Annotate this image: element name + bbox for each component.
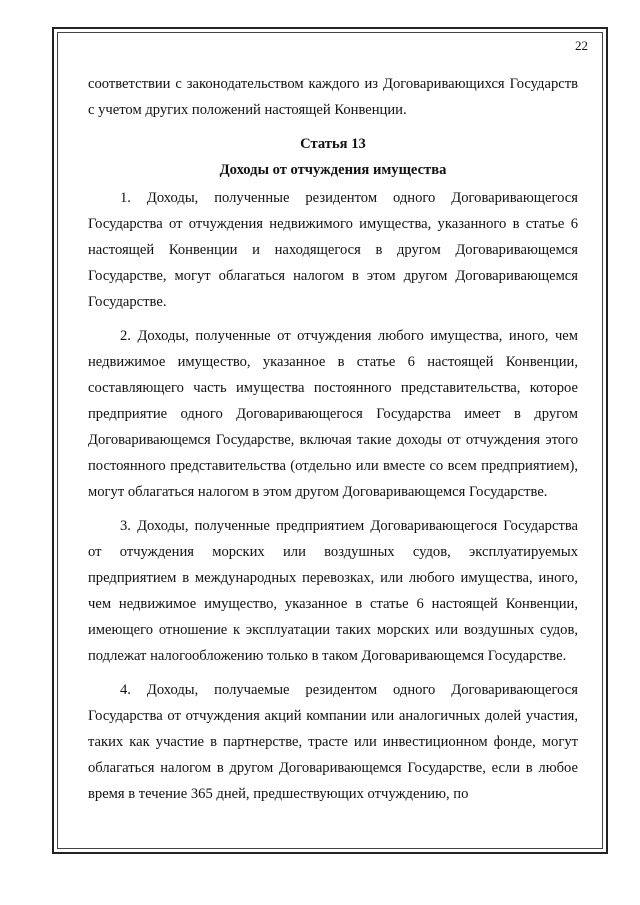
article-subtitle: Доходы от отчуждения имущества (219, 162, 447, 178)
paragraph-3: 3. Доходы, полученные предприятием Договаривающегося Государства от отчуждения морских или воздушных судов, эксплуатируемых предприятием в международных перевозках, или любого имущества, иного, чем недвижимое имущество, указанное в статье 6 настоящей Конвенции, имеющего отношение к эксплуатации таких морских или воздушных судов, подлежат налогообложению только в таком Договаривающемся Государстве. (88, 518, 578, 664)
page-number: 22 (575, 38, 588, 53)
paragraph-1: 1. Доходы, полученные резидентом одного Договаривающегося Государства от отчуждения недвижимого имущества, указанного в статье 6 настоящей Конвенции и находящегося в другом Договаривающемся Государстве, могут облагаться налогом в этом другом Договаривающемся Государстве. (88, 190, 578, 310)
paragraph-4: 4. Доходы, получаемые резидентом одного Договаривающегося Государства от отчуждения акций компании или аналогичных долей участия, таких как участие в партнерстве, трасте или инвестиционном фонде, могут облагаться налогом в другом Договаривающемся Государстве, если в любое время в течение 365 дней, предшествующих отчуждению, по (88, 682, 578, 802)
paragraph-2: 2. Доходы, полученные от отчуждения любого имущества, иного, чем недвижимое имущество, указанное в статье 6 настоящей Конвенции, составляющего часть имущества постоянного представительства, которое предприятие одного Договаривающегося Государства имеет в другом Договаривающемся Государстве, включая такие доходы от отчуждения этого постоянного представительства (отдельно или вместе со всем предприятием), могут облагаться налогом в этом другом Договаривающемся Государстве. (88, 328, 578, 500)
article-title: Статья 13 (300, 136, 366, 152)
document-body (88, 71, 578, 807)
lead-paragraph: соответствии с законодательством каждого из Договаривающихся Государств с учетом других положений настоящей Конвенции. (88, 76, 578, 118)
